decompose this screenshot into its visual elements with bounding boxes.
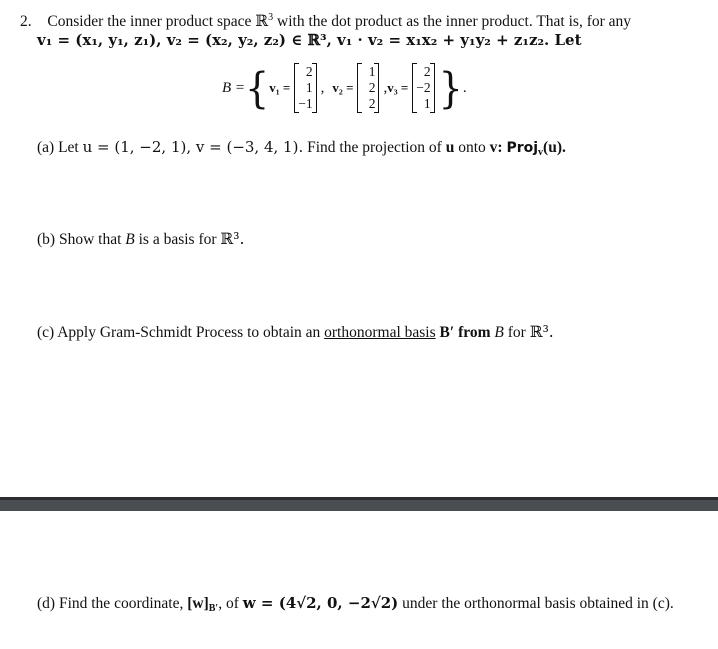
part-c-space: ℝ³. xyxy=(529,323,554,341)
v3-entry: 2 xyxy=(423,64,431,79)
part-a-text: Let xyxy=(58,139,79,156)
part-d-text: , of xyxy=(218,595,239,612)
part-c-text: Apply Gram-Schmidt Process to obtain an xyxy=(57,324,321,341)
intro-text-b: with the dot product as the inner product. That is, for any xyxy=(277,13,632,30)
part-c-text: B′ from xyxy=(439,324,491,341)
part-a xyxy=(37,137,566,163)
part-b-basis: B xyxy=(125,231,135,248)
vector-definition: v₁ = (x₁, y₁, z₁), v₂ = (x₂, y₂, z₂) ∈ ℝ³, v₁ · v₂ = x₁x₂ + y₁y₂ + z₁z₂. Let xyxy=(37,31,582,49)
problem-number: 2. xyxy=(20,13,32,30)
part-c-label: (c) xyxy=(37,324,55,341)
page-divider-edge xyxy=(0,497,718,500)
v3-entry: −2 xyxy=(416,80,431,95)
part-c-basis: B xyxy=(494,324,504,341)
space-exponent: 3 xyxy=(268,12,274,23)
part-b xyxy=(37,229,244,250)
v1-entry: 1 xyxy=(305,80,313,95)
v1-label: v₁ = xyxy=(269,80,291,95)
v1-vector xyxy=(294,63,316,113)
part-b-text: is a basis for xyxy=(138,231,217,248)
vector-definition-line xyxy=(37,30,582,50)
part-a-u: u xyxy=(445,139,455,156)
part-a-vectors: u = (1, −2, 1), v = (−3, 4, 1). xyxy=(82,138,304,156)
v2-label: v₂ = xyxy=(332,80,354,95)
v3-vector xyxy=(412,63,434,113)
part-b-text: Show that xyxy=(58,231,122,248)
part-d-label: (d) xyxy=(37,595,56,612)
part-a-v: v: xyxy=(489,139,503,156)
part-b-space: ℝ³. xyxy=(220,230,245,248)
proj-subscript: v xyxy=(538,147,544,158)
problem-intro-line xyxy=(20,8,631,32)
v2-entry: 2 xyxy=(368,80,376,95)
space-symbol: ℝ xyxy=(255,12,269,30)
v2-entry: 2 xyxy=(368,96,376,111)
part-d xyxy=(37,593,674,619)
part-d-text: Find the coordinate, xyxy=(58,595,184,612)
v3-entry: 1 xyxy=(423,96,431,111)
basis-label: B = xyxy=(222,79,246,96)
v2-vector xyxy=(357,63,379,113)
basis-set: B = { v₁ = 2 1 −1 , v₂ = 1 2 2 , v₃ = 2 −2 1 } . xyxy=(222,62,467,114)
proj-argument: (u). xyxy=(543,139,566,156)
part-b-label: (b) xyxy=(37,231,56,248)
proj-operator: Proj xyxy=(506,140,539,156)
part-a-text: onto xyxy=(458,139,486,156)
part-a-text: Find the projection of xyxy=(307,139,442,156)
v1-entry: 2 xyxy=(305,64,313,79)
right-brace: } xyxy=(438,63,463,113)
v2-entry: 1 xyxy=(368,64,376,79)
part-c-text: for xyxy=(507,324,526,341)
v1-entry: −1 xyxy=(298,96,313,111)
left-brace: { xyxy=(245,63,270,113)
coord-symbol: [w] xyxy=(187,595,209,612)
part-c-underlined: orthonormal basis xyxy=(324,324,436,341)
part-d-text: under the orthonormal basis obtained in (c). xyxy=(402,595,674,612)
v3-label: v₃ = xyxy=(387,80,409,95)
intro-text-a: Consider the inner product space xyxy=(47,13,252,30)
part-d-w: w = (4√2, 0, −2√2) xyxy=(242,594,399,612)
part-a-label: (a) xyxy=(37,139,55,156)
part-c xyxy=(37,322,554,343)
coord-subscript: B′ xyxy=(208,603,219,614)
